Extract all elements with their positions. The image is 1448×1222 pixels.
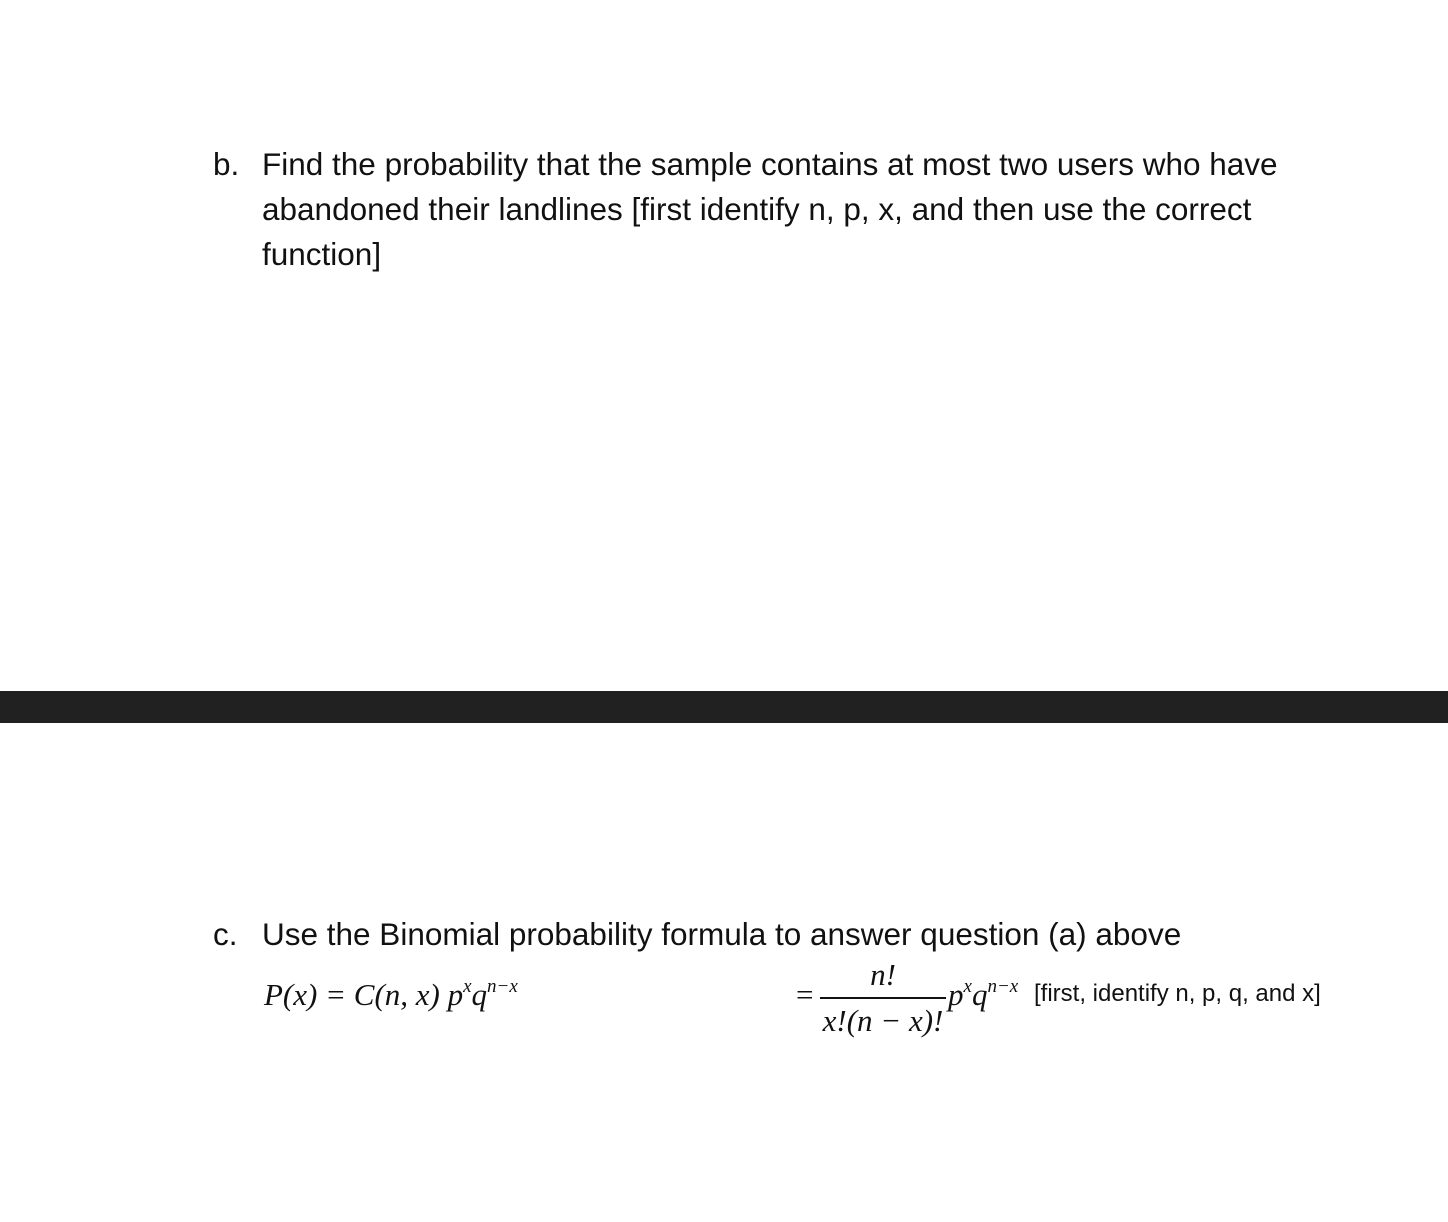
page-divider-bar	[0, 691, 1448, 723]
question-item-c	[213, 912, 1323, 957]
item-b-marker: b.	[213, 146, 240, 182]
formula-rhs-p: p	[948, 977, 964, 1012]
formula-rhs-sup-x: x	[963, 976, 972, 997]
formula-lhs	[264, 977, 518, 1013]
formula-lhs-main: P(x) = C(n, x) p	[264, 977, 464, 1012]
formula-rhs-q: q	[971, 977, 988, 1012]
binomial-formula	[262, 955, 1321, 1045]
question-item-b	[213, 142, 1323, 277]
formula-fraction	[820, 955, 946, 1045]
formula-rhs-sup-n-minus-x: n−x	[987, 976, 1019, 997]
item-c-text: Use the Binomial probability formula to answer question (a) above	[262, 916, 1182, 952]
item-b-text: Find the probability that the sample contains at most two users who have abandoned their landlines [first identify n, p, x, and then use the correct function]	[262, 146, 1278, 272]
fraction-bar	[820, 997, 946, 999]
formula-sup-n-minus-x: n−x	[487, 976, 518, 997]
formula-q: q	[471, 977, 488, 1012]
formula-rhs	[948, 977, 1018, 1013]
fraction-denominator	[820, 1003, 946, 1039]
fraction-numerator	[820, 957, 946, 993]
formula-sup-x: x	[463, 976, 472, 997]
item-c-marker: c.	[213, 916, 238, 952]
formula-equals: =	[796, 977, 814, 1012]
fraction-numerator-text: n!	[870, 957, 896, 992]
fraction-denominator-text: x!(n − x)!	[822, 1003, 944, 1038]
formula-instruction-note: [first, identify n, p, q, and x]	[1034, 980, 1321, 1007]
